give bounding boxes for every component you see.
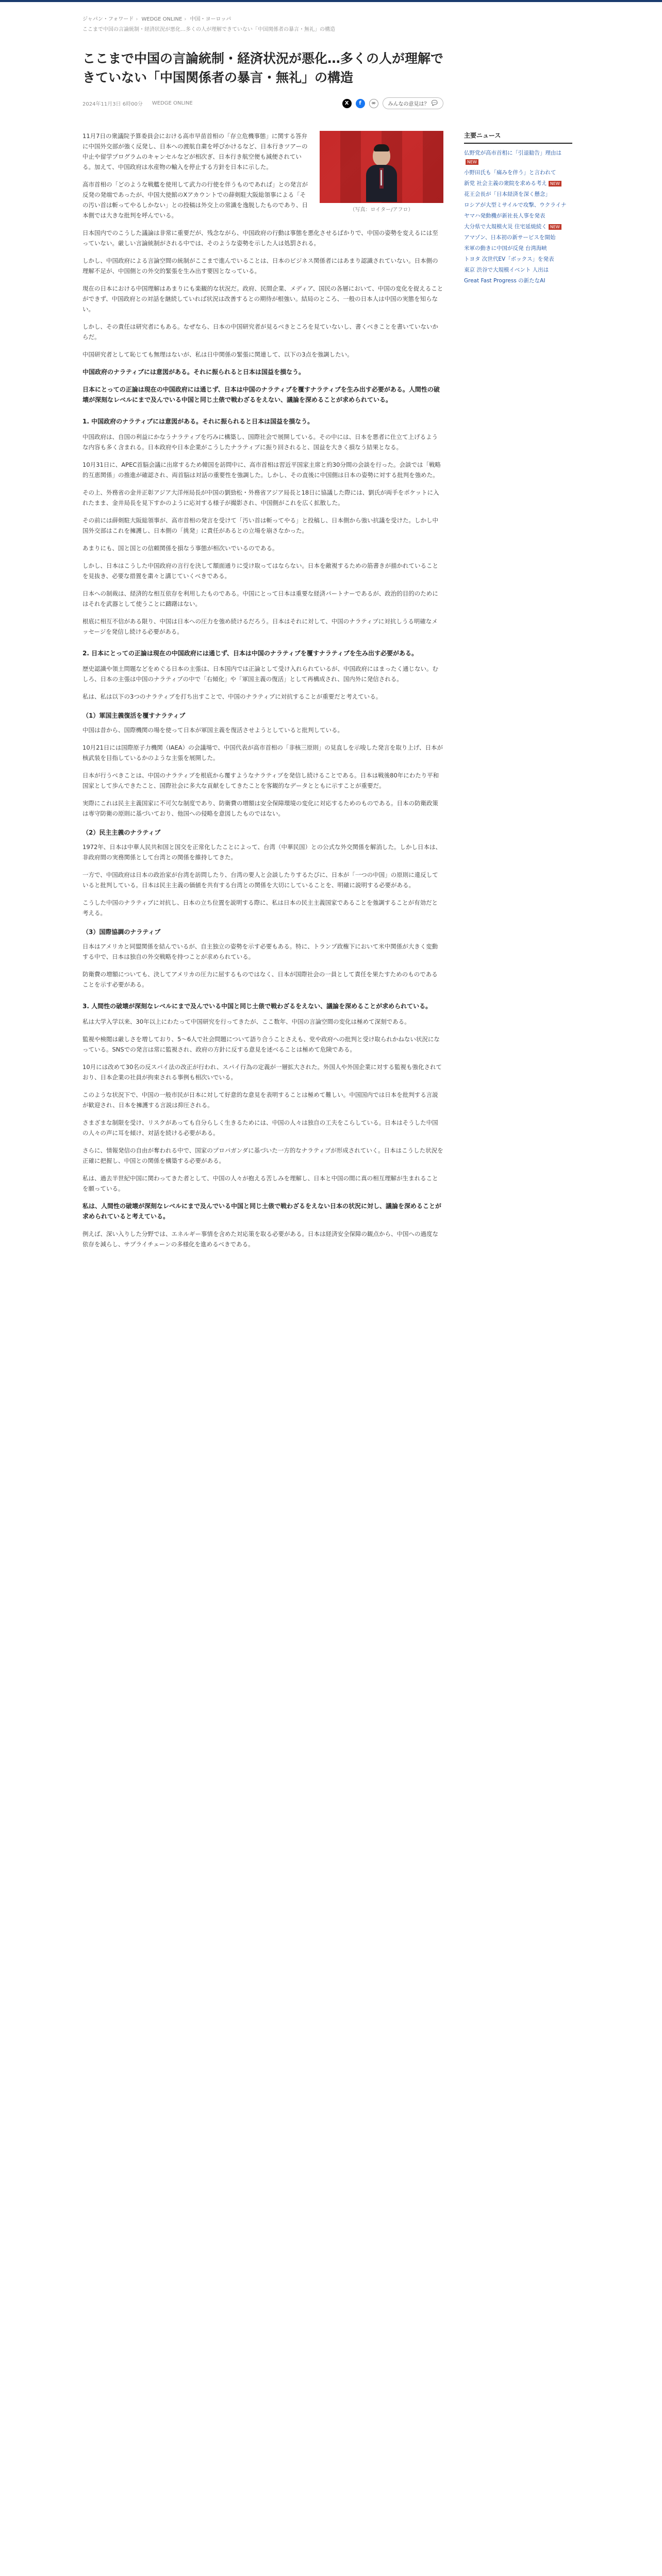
- sidebar-news-text: ロシアが大型ミサイルで攻撃、ウクライナ: [464, 202, 567, 208]
- sidebar-news-text: 小野田氏も「痛みを伴う」と言われて: [464, 170, 556, 176]
- breadcrumb-current: ここまで中国の言論統制・経済状況が悪化…多くの人が理解できていない「中国関係者の暴言・無礼」の構造: [82, 27, 335, 32]
- sidebar-news-list: [464, 148, 572, 286]
- key-point-2: 日本にとっての正論は現在の中国政府には通じず、日本は中国のナラティブを覆すナラティブを生み出す必要がある。人間性の破壊が深刻なレベルにまで及んでいる中国と同じ土俵で戦わざるをえない、議論を深めることが求められている。: [82, 386, 440, 403]
- section-paragraph: 歴史認識や領土問題などをめぐる日本の主張は、日本国内では正論として受け入れられているが、中国政府にはまったく通じない。むしろ、日本の主張は中国のナラティブの中で「右傾化」や「軍国主義の復活」として再構成され、国内外に発信される。: [82, 665, 438, 683]
- new-badge: NEW: [549, 181, 561, 187]
- intro-paragraph: 日本国内でのこうした議論は非常に重要だが、残念ながら、中国政府の行動は事態を悪化させるばかりで、中国の姿勢を変えるには至っていない。厳しい言論統制がされる中では、そのような姿勢を示した人は処罰される。: [82, 229, 438, 247]
- subsection-paragraph: 中国は昔から、国際機関の場を使って日本が軍国主義を復活させようとしていると批判している。: [82, 726, 343, 734]
- article-meta: [82, 97, 443, 109]
- breadcrumb-item[interactable]: WEDGE ONLINE: [141, 16, 183, 22]
- intro-paragraph: 現在の日本における中国理解はあまりにも楽観的な状況だ。政府、民間企業、メディア、国民の各層において、中国の変化を捉えることができず、中国政府との対話を継続していれば状況は改善するとの期待が根強い。結局のところ、一般の日本人は中国の実態を知らない。: [82, 285, 443, 313]
- section-paragraph: さらに、情報発信の自由が奪われる中で、国家のプロパガンダに基づいた一方的なナラティブが形成されていく。日本はこうした状況を正確に把握し、中国との関係を構築する必要がある。: [82, 1147, 443, 1164]
- opinion-count-icon: 💬: [431, 100, 438, 106]
- intro-paragraph: しかし、その責任は研究者にもある。なぜなら、日本の中国研究者が見るべきところを見ていないし、書くべきことを書いていないからだ。: [82, 323, 438, 341]
- sidebar-news-text: トヨタ 次世代EV「ボックス」を発表: [464, 256, 554, 262]
- opinion-button-label: みんなの意見は？: [388, 101, 429, 107]
- sidebar-news-item[interactable]: [464, 189, 572, 200]
- section-paragraph: 私は大学入学以来、30年以上にわたって中国研究を行ってきたが、ここ数年、中国の言論空間の変化は極めて深刻である。: [82, 1018, 410, 1025]
- section-paragraph: 根底に相互不信がある限り、中国は日本への圧力を強め続けるだろう。日本はそれに対して、中国のナラティブに対抗しうる明確なメッセージを発信し続ける必要がある。: [82, 618, 438, 635]
- subsection-paragraph: 一方で、中国政府は日本の政治家が台湾を訪問したり、台湾の要人と会談したりするたびに、日本が「一つの中国」の原則に違反していると批判している。日本は民主主義の価値を共有する台湾との関係を大切にしていることを、明確に説明する必要がある。: [82, 871, 438, 889]
- sidebar-news-text: 新党 社会主義の衆院を求める考え: [464, 180, 547, 187]
- section-heading: 1. 中国政府のナラティブには意図がある。それに振られると日本は国益を損なう。: [82, 418, 314, 425]
- subsection-paragraph: 日本はアメリカと同盟関係を結んでいるが、自主独立の姿勢を示す必要もある。特に、トランプ政権下において米中関係が大きく変動する中で、日本は独自の外交戦略を持つことが求められている。: [82, 943, 438, 960]
- sidebar-title: 主要ニュース: [464, 131, 572, 144]
- intro-paragraph: 中国研究者として恥じても無理はないが、私は日中関係の緊張に関連して、以下の3点を強調したい。: [82, 351, 353, 358]
- sidebar-news-text: Great Fast Progress の新たなAI: [464, 278, 545, 284]
- section-paragraph: このような状況下で、中国の一般市民が日本に対して好意的な意見を表明することは極めて難しい。中国国内では日本を批判する言説が歓迎され、日本を擁護する言説は抑圧される。: [82, 1091, 438, 1109]
- new-badge: NEW: [549, 224, 561, 230]
- section-paragraph: 10月31日に、APEC首脳会議に出席するため韓国を訪問中に、高市首相は習近平国家主席と約30分間の会談を行った。会談では「戦略的互恵関係」の推進が確認され、両首脳は対話の重要性を強調した。しかし、その直後に中国側は日本の姿勢に対する批判を強めた。: [82, 461, 441, 479]
- subsection-paragraph: 日本が行うべきことは、中国のナラティブを根底から覆すようなナラティブを発信し続けることである。日本は戦後80年にわたり平和国家として歩んできたこと、国際社会に多大な貢献をしてきたことを客観的なデータとともに示すことが重要だ。: [82, 772, 439, 789]
- closing-paragraph: 例えば、深い入りした分野では、エネルギー事情を含めた対応策を取る必要がある。日本は経済安全保障の観点から、中国への過度な依存を減らし、サプライチェーンの多様化を進めるべきである。: [82, 1230, 438, 1248]
- sidebar-news-item[interactable]: [464, 232, 572, 243]
- sidebar-news-item[interactable]: [464, 243, 572, 254]
- sidebar-news-item[interactable]: [464, 178, 572, 189]
- subsection-paragraph: 実際にこれは民主主義国家に不可欠な制度であり、防衛費の増額は安全保障環境の変化に対応するためのものである。日本の防衛政策は専守防衛の原則に基づいており、他国への侵略を意図したものではない。: [82, 800, 438, 817]
- section-paragraph: その上、外務省の金井正彰アジア大洋州局長が中国の劉勁松・外務省アジア局長と18日に協議した際には、劉氏が両手をポケットに入れたまま、金井局長を見下すかのように応対する様子が撮影され、中国側がこれを広く拡散した。: [82, 489, 439, 506]
- article-header: [82, 2, 443, 109]
- sidebar-news-text: 東京 渋谷で大規模イベント 人出は: [464, 267, 549, 273]
- subsection-paragraph: 防衛費の増額についても、決してアメリカの圧力に屈するものではなく、日本が国際社会の一員として責任を果たすためのものであることを示す必要がある。: [82, 971, 438, 988]
- section-heading: 2. 日本にとっての正論は現在の中国政府には通じず、日本は中国のナラティブを覆すナラティブを生み出す必要がある。: [82, 650, 418, 657]
- article-figure: [320, 131, 443, 213]
- intro-paragraph: しかし、中国政府による言論空間の統制がここまで進んでいることは、日本のビジネス関係者にはあまり認識されていない。日本側の理解不足が、中国側との外交的緊張を生み出す要因となっている。: [82, 257, 438, 275]
- x-share-icon[interactable]: X: [342, 99, 352, 108]
- breadcrumb-item[interactable]: ジャパン・フォワード: [82, 16, 134, 22]
- intro-paragraph: 11月7日の衆議院予算委員会における高市早苗首相の「存立危機事態」に関する答弁に中国外交部が強く反発し、日本への渡航自粛を呼びかけるなど、日本行きツアーの中止や留学プログラムのキャンセルなどが相次ぎ、日本行き航空便も減便されている。加えて、中国政府は水産物の輸入を停止する方針を日本に示した。: [82, 132, 308, 171]
- sidebar-news-item[interactable]: [464, 276, 572, 286]
- key-point-1: 中国政府のナラティブには意図がある。それに振られると日本は国益を損なう。: [82, 368, 305, 376]
- opinion-button[interactable]: [383, 97, 443, 109]
- intro-paragraph: 高市首相の「どのような戦艦を使用して武力の行使を伴うものであれば」との発言が反発の発端であったが、中国大使館のXアカウントでの薛剣駐大阪総領事による「その汚い首は斬ってやるしかない」との投稿は外交上の常識を逸脱したものであり、日本側では大きな批判を呼んでいる。: [82, 181, 308, 219]
- section-paragraph: 中国政府は、自国の利益にかなうナラティブを巧みに構築し、国際社会で展開している。その中には、日本を悪者に仕立て上げるような内容も多く含まれる。日本政府や日本企業がこうしたナラティブに振り回されると、国益を大きく損なう結果となる。: [82, 433, 438, 451]
- section-paragraph: 私は、私は以下の3つのナラティブを打ち出すことで、中国のナラティブに対抗することが重要だと考えている。: [82, 693, 382, 700]
- closing-point: 私は、人間性の破壊が深刻なレベルにまで及んでいる中国と同じ土俵で戦わざるをえない日本の状況に対し、議論を深めることが求められていると考えている。: [82, 1202, 442, 1220]
- article-body: [82, 131, 443, 1257]
- sidebar-news-item[interactable]: [464, 265, 572, 276]
- article-photo[interactable]: [320, 131, 443, 203]
- subsection-paragraph: こうした中国のナラティブに対抗し、日本の立ち位置を説明する際に、私は日本の民主主義国家であることを強調することが有効だと考える。: [82, 899, 438, 917]
- section-heading: 3. 人間性の破壊が深刻なレベルにまで及んでいる中国と同じ土俵で戦わざるをえない、議論を深めることが求められている。: [82, 1003, 432, 1010]
- new-badge: NEW: [466, 159, 478, 165]
- sidebar-news: [464, 131, 572, 286]
- section-paragraph: あまりにも、国と国との信頼関係を損なう事態が相次いでいるのである。: [82, 545, 278, 552]
- sidebar-news-text: 花王会長が「日本経済を深く懸念」: [464, 191, 551, 197]
- section-paragraph: 私は、過去半世紀中国に関わってきた者として、中国の人々が抱える苦しみを理解し、日本と中国の間に真の相互理解が生まれることを願っている。: [82, 1175, 438, 1192]
- sidebar-news-text: 大分県で大規模火災 住宅延焼続く: [464, 224, 547, 230]
- breadcrumb-item[interactable]: 中国・ヨーロッパ: [190, 16, 231, 22]
- section-paragraph: 日本への制裁は、経済的な相互依存を利用したものである。中国にとって日本は重要な経済パートナーであるが、政治的目的のためにはそれを武器として使うことに躊躇はない。: [82, 590, 438, 607]
- sidebar-news-item[interactable]: [464, 211, 572, 222]
- sidebar-news-item[interactable]: [464, 222, 572, 232]
- sidebar-news-item[interactable]: [464, 254, 572, 265]
- subsection-paragraph: 1972年、日本は中華人民共和国と国交を正常化したことによって、台湾（中華民国）との公式な外交関係を解消した。しかし日本は、非政府間の実務関係として台湾との関係を維持してきた。: [82, 843, 442, 861]
- section-paragraph: さまざまな制限を受け、リスクがあっても自分らしく生きるためには、中国の人々は独自の工夫をこらしている。日本はそうした中国の人々の声に耳を傾け、対話を続ける必要がある。: [82, 1119, 438, 1137]
- sidebar-news-text: 仏野党が高市首相に「引退勧告」理由は: [464, 150, 561, 156]
- sidebar-news-text: ヤマハ発動機が新社長人事を発表: [464, 213, 545, 219]
- photo-caption: （写真：ロイター/アフロ）: [350, 207, 413, 213]
- sidebar-news-text: 米軍の動きに中国が反発 台湾海峡: [464, 245, 547, 251]
- article-author[interactable]: WEDGE ONLINE: [152, 100, 193, 106]
- section-paragraph: しかし、日本はこうした中国政府の言行を決して額面通りに受け取ってはならない。日本を敵視するための筋書きが描かれていることを見抜き、必要な措置を粛々と講じていくべきである。: [82, 562, 438, 580]
- subsection-heading: （3）国際協調のナラティブ: [82, 928, 161, 936]
- page: [0, 2, 662, 1248]
- breadcrumb: ジャパン・フォワード › WEDGE ONLINE › 中国・ヨーロッパ: [82, 16, 231, 22]
- section-paragraph: 10月には改めて30名の反スパイ法の改正が行われ、スパイ行為の定義が一層拡大された。外国人や外国企業に対する監視も強化されており、日本企業の社員が拘束される事例も相次いでいる。: [82, 1063, 442, 1081]
- section-paragraph: 監視や検閲は厳しさを増しており、5～6人で社会問題について語り合うことさえも、党や政府への批判と受け取られかねない状況になっている。SNSでの発言は常に監視され、政府の方針に反する意見を述べることは極めて危険である。: [82, 1036, 440, 1053]
- share-bar: [342, 97, 443, 109]
- article-title: ここまで中国の言論統制・経済状況が悪化…多くの人が理解できていない「中国関係者の暴言・無礼」の構造: [82, 51, 444, 85]
- sidebar-news-item[interactable]: [464, 167, 572, 178]
- subsection-paragraph: 10月21日には国際原子力機関（IAEA）の会議場で、中国代表が高市首相の「非核三原則」の見直しを示唆した発言を取り上げ、日本が核武装を目指しているかのような主張を展開した。: [82, 744, 443, 761]
- sidebar-news-item[interactable]: [464, 148, 572, 167]
- sidebar-news-item[interactable]: [464, 200, 572, 211]
- subsection-heading: （2）民主主義のナラティブ: [82, 829, 161, 836]
- subsection-heading: （1）軍国主義復活を覆すナラティブ: [82, 712, 186, 719]
- section-paragraph: その前には薛剣駐大阪総領事が、高市首相の発言を受けて「汚い首は斬ってやる」と投稿し、日本側から強い抗議を受けた。しかし中国外交部はこれを擁護し、日本側の「挑発」に責任があるとの立場を崩さなかった。: [82, 517, 438, 534]
- link-copy-icon[interactable]: ∞: [369, 99, 378, 108]
- facebook-share-icon[interactable]: f: [356, 99, 365, 108]
- article-date: 2024年11月3日 6時00分: [82, 101, 143, 107]
- sidebar-news-text: アマゾン、日本初の新サービスを開始: [464, 234, 556, 241]
